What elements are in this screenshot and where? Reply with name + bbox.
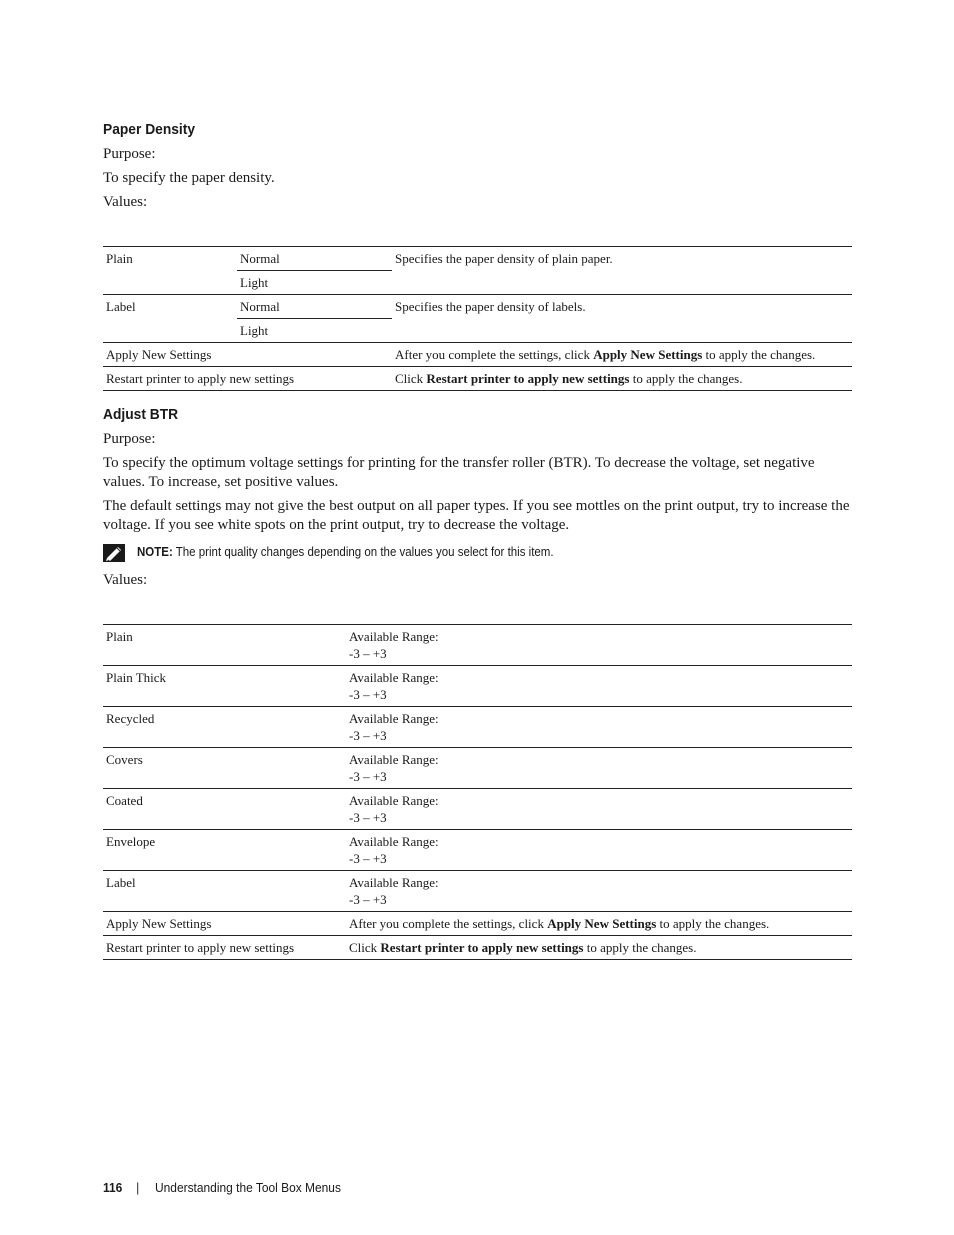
table-row xyxy=(103,367,852,391)
purpose-paragraph-2: The default settings may not give the best output on all paper types. If you see mottles on the print output, try to increase the voltage. If you see white spots on the print output, try to decrease the voltage. xyxy=(103,498,850,533)
note-text: NOTE: The print quality changes depending on the values you select for this item. xyxy=(137,545,554,559)
setting-description: Specifies the paper density of labels. xyxy=(392,295,852,343)
range-value: -3 – +3 xyxy=(349,769,387,784)
setting-range xyxy=(346,666,852,707)
range-label: Available Range: xyxy=(349,629,439,644)
range-label: Available Range: xyxy=(349,793,439,808)
setting-name: Coated xyxy=(103,789,346,830)
option-value: Light xyxy=(237,319,392,343)
paper-density-table xyxy=(103,246,852,391)
setting-description: Click Restart printer to apply new settings to apply the changes. xyxy=(346,936,852,960)
range-label: Available Range: xyxy=(349,834,439,849)
setting-name: Plain Thick xyxy=(103,666,346,707)
setting-range xyxy=(346,707,852,748)
purpose-paragraph-1: To specify the optimum voltage settings for printing for the transfer roller (BTR). To decrease the voltage, set negative values. To increase, set positive values. xyxy=(103,455,815,490)
range-value: -3 – +3 xyxy=(349,892,387,907)
setting-name: Envelope xyxy=(103,830,346,871)
setting-name: Plain xyxy=(103,247,237,295)
table-row xyxy=(103,625,852,666)
adjust-btr-table xyxy=(103,624,852,960)
setting-name: Restart printer to apply new settings xyxy=(103,367,392,391)
setting-name: Apply New Settings xyxy=(103,343,392,367)
note-box xyxy=(103,543,852,562)
purpose-text: To specify the paper density. xyxy=(103,170,275,186)
setting-range xyxy=(346,830,852,871)
range-value: -3 – +3 xyxy=(349,810,387,825)
setting-name: Restart printer to apply new settings xyxy=(103,936,346,960)
setting-range xyxy=(346,789,852,830)
table-row xyxy=(103,707,852,748)
purpose-label: Purpose: xyxy=(103,431,156,447)
setting-range xyxy=(346,871,852,912)
table-row xyxy=(103,247,852,271)
note-pencil-icon xyxy=(103,544,125,562)
values-label: Values: xyxy=(103,572,148,588)
setting-name: Plain xyxy=(103,625,346,666)
setting-description: Click Restart printer to apply new settings to apply the changes. xyxy=(392,367,852,391)
table-row xyxy=(103,912,852,936)
range-label: Available Range: xyxy=(349,752,439,767)
range-label: Available Range: xyxy=(349,875,439,890)
section-heading-paper-density: Paper Density xyxy=(103,121,196,138)
setting-description: Specifies the paper density of plain paper. xyxy=(392,247,852,295)
footer-separator: | xyxy=(135,1180,140,1195)
table-row xyxy=(103,295,852,319)
range-value: -3 – +3 xyxy=(349,687,387,702)
setting-name: Recycled xyxy=(103,707,346,748)
range-label: Available Range: xyxy=(349,711,439,726)
table-row xyxy=(103,936,852,960)
setting-description: After you complete the settings, click Apply New Settings to apply the changes. xyxy=(346,912,852,936)
range-label: Available Range: xyxy=(349,670,439,685)
page-footer xyxy=(103,1180,357,1195)
table-row xyxy=(103,830,852,871)
setting-name: Apply New Settings xyxy=(103,912,346,936)
table-row xyxy=(103,748,852,789)
section-heading-adjust-btr: Adjust BTR xyxy=(103,406,179,423)
page-number: 116 xyxy=(103,1180,123,1195)
setting-description: After you complete the settings, click Apply New Settings to apply the changes. xyxy=(392,343,852,367)
purpose-label: Purpose: xyxy=(103,146,156,162)
setting-name: Covers xyxy=(103,748,346,789)
range-value: -3 – +3 xyxy=(349,646,387,661)
option-value: Light xyxy=(237,271,392,295)
setting-range xyxy=(346,625,852,666)
range-value: -3 – +3 xyxy=(349,728,387,743)
table-row xyxy=(103,871,852,912)
values-label: Values: xyxy=(103,194,148,210)
setting-name: Label xyxy=(103,295,237,343)
option-value: Normal xyxy=(237,247,392,271)
setting-range xyxy=(346,748,852,789)
table-row xyxy=(103,789,852,830)
footer-title: Understanding the Tool Box Menus xyxy=(155,1180,342,1195)
table-row xyxy=(103,343,852,367)
table-row xyxy=(103,666,852,707)
range-value: -3 – +3 xyxy=(349,851,387,866)
setting-name: Label xyxy=(103,871,346,912)
page-content xyxy=(103,120,852,960)
option-value: Normal xyxy=(237,295,392,319)
